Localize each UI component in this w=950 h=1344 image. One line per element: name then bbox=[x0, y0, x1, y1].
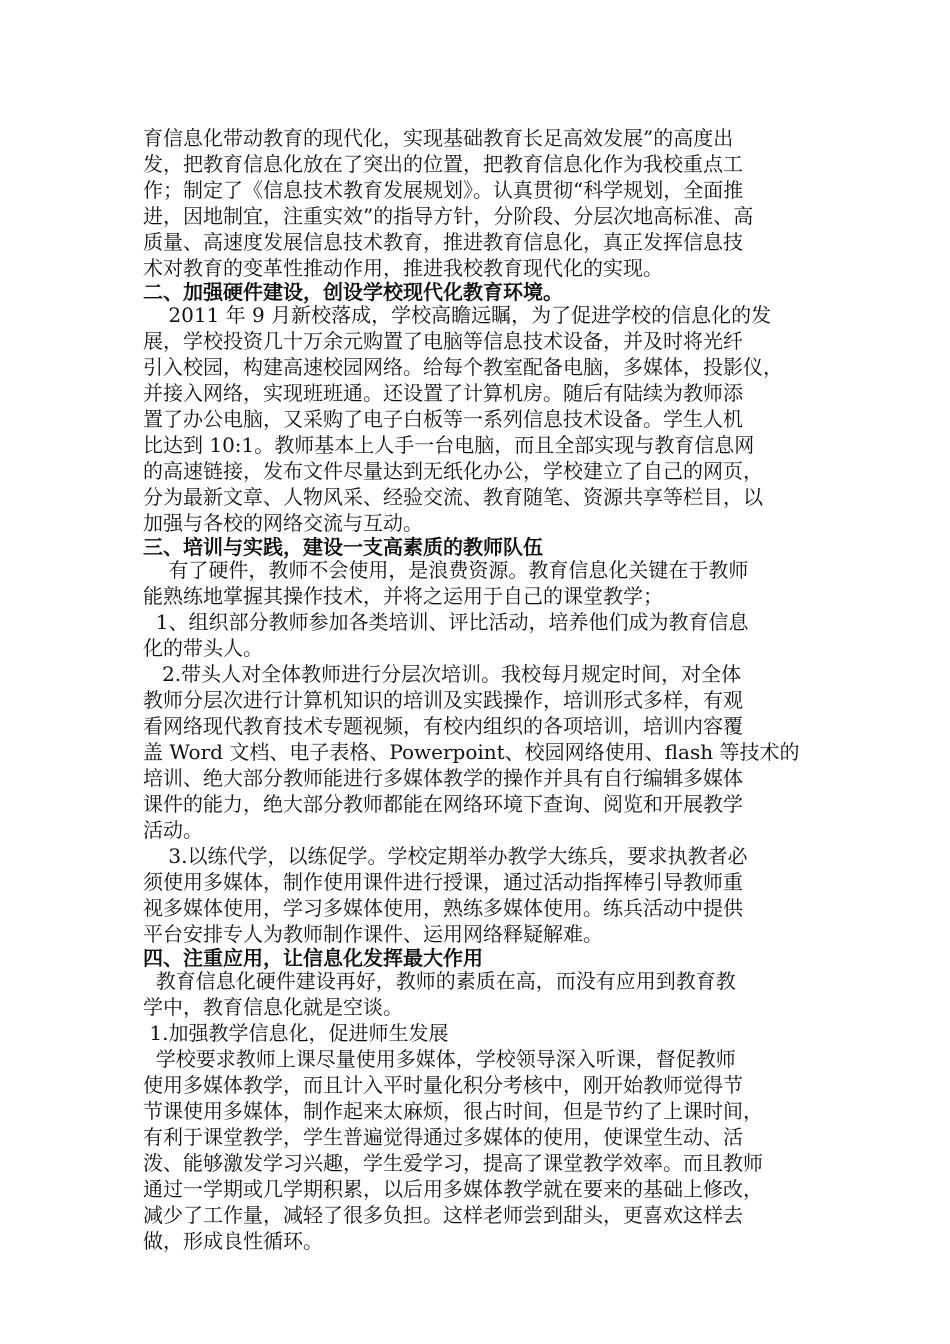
text-line: 节课使用多媒体，制作起来太麻烦，很占时间，但是节约了上课时间， bbox=[143, 1099, 763, 1123]
text-line: 平台安排专人为教师制作课件、运用网络释疑解难。 bbox=[143, 922, 603, 946]
text-line: 须使用多媒体，制作使用课件进行授课，通过活动指挥棒引导教师重 bbox=[143, 870, 743, 894]
text-line: 育信息化带动教育的现代化，实现基础教育长足高效发展”的高度出 bbox=[143, 126, 734, 150]
text-line: 视多媒体使用，学习多媒体使用，熟练多媒体使用。练兵活动中提供 bbox=[143, 896, 743, 920]
text-line: 教师分层次进行计算机知识的培训及实践操作，培训形式多样，有观 bbox=[143, 688, 743, 712]
text-line: 泼、能够激发学习兴趣，学生爱学习，提高了课堂教学效率。而且教师 bbox=[143, 1151, 763, 1175]
text-line: 使用多媒体教学，而且计入平时量化积分考核中，刚开始教师觉得节 bbox=[143, 1073, 743, 1097]
text-line: 活动。 bbox=[143, 818, 203, 842]
text-line: 2011 年 9 月新校落成，学校高瞻远瞩，为了促进学校的信息化的发 bbox=[143, 303, 772, 327]
text-line: 课件的能力，绝大部分教师都能在网络环境下查询、阅览和开展教学 bbox=[143, 792, 743, 816]
text-line: 作；制定了《信息技术教育发展规划》。认真贯彻“科学规划，全面推 bbox=[143, 178, 744, 202]
text-line: 学校要求教师上课尽量使用多媒体，学校领导深入听课，督促教师 bbox=[143, 1047, 736, 1071]
text-line: 减少了工作量，减轻了很多负担。这样老师尝到甜头，更喜欢这样去 bbox=[143, 1203, 743, 1227]
text-line: 看网络现代教育技术专题视频，有校内组织的各项培训，培训内容覆 bbox=[143, 714, 743, 738]
text-line: 置了办公电脑，又采购了电子白板等一系列信息技术设备。学生人机 bbox=[143, 407, 743, 431]
text-line: 培训、绝大部分教师能进行多媒体教学的操作并具有自行编辑多媒体 bbox=[143, 766, 743, 790]
text-line: 通过一学期或几学期积累，以后用多媒体教学就在要来的基础上修改， bbox=[143, 1177, 763, 1201]
text-line: 化的带头人。 bbox=[143, 636, 263, 660]
text-line: 并接入网络，实现班班通。还设置了计算机房。随后有陆续为教师添 bbox=[143, 381, 743, 405]
subsection-heading: 1.加强教学信息化，促进师生发展 bbox=[143, 1021, 449, 1045]
text-line: 展，学校投资几十万余元购置了电脑等信息技术设备，并及时将光纤 bbox=[143, 329, 743, 353]
text-line: 质量、高速度发展信息技术教育，推进教育信息化，真正发挥信息技 bbox=[143, 230, 743, 254]
text-line: 加强与各校的网络交流与互动。 bbox=[143, 511, 423, 535]
text-line: 分为最新文章、人物风采、经验交流、教育随笔、资源共享等栏目，以 bbox=[143, 485, 763, 509]
text-line: 比达到 10:1。教师基本上人手一台电脑，而且全部实现与教育信息网 bbox=[143, 433, 755, 457]
text-line: 进，因地制宜，注重实效”的指导方针，分阶段、分层次地高标准、高 bbox=[143, 204, 754, 228]
text-line: 有利于课堂教学，学生普遍觉得通过多媒体的使用，使课堂生动、活 bbox=[143, 1125, 743, 1149]
text-line: 的高速链接，发布文件尽量达到无纸化办公，学校建立了自己的网页， bbox=[143, 459, 763, 483]
text-line: 引入校园，构建高速校园网络。给每个教室配备电脑，多媒体，投影仪， bbox=[143, 355, 783, 379]
text-line: 有了硬件，教师不会使用，是浪费资源。教育信息化关键在于教师 bbox=[143, 558, 749, 582]
section-heading: 二、加强硬件建设，创设学校现代化教育环境。 bbox=[143, 280, 563, 304]
text-line: 术对教育的变革性推动作用，推进我校教育现代化的实现。 bbox=[143, 256, 663, 280]
text-line: 2.带头人对全体教师进行分层次培训。我校每月规定时间，对全体 bbox=[143, 662, 742, 686]
text-line: 3.以练代学，以练促学。学校定期举办教学大练兵，要求执教者必 bbox=[143, 844, 748, 868]
text-line: 发，把教育信息化放在了突出的位置，把教育信息化作为我校重点工 bbox=[143, 152, 743, 176]
section-heading: 三、培训与实践，建设一支高素质的教师队伍 bbox=[143, 535, 543, 559]
section-heading: 四、注重应用，让信息化发挥最大作用 bbox=[143, 946, 483, 970]
text-line: 盖 Word 文档、电子表格、Powerpoint、校园网络使用、flash 等技术的 bbox=[143, 740, 800, 764]
text-line: 教育信息化硬件建设再好，教师的素质在高，而没有应用到教育教 bbox=[143, 969, 736, 993]
text-line: 学中，教育信息化就是空谈。 bbox=[143, 995, 403, 1019]
text-line: 能熟练地掌握其操作技术，并将之运用于自己的课堂教学； bbox=[143, 584, 663, 608]
text-line: 做，形成良性循环。 bbox=[143, 1229, 323, 1253]
text-line: 1、组织部分教师参加各类培训、评比活动，培养他们成为教育信息 bbox=[143, 610, 749, 634]
